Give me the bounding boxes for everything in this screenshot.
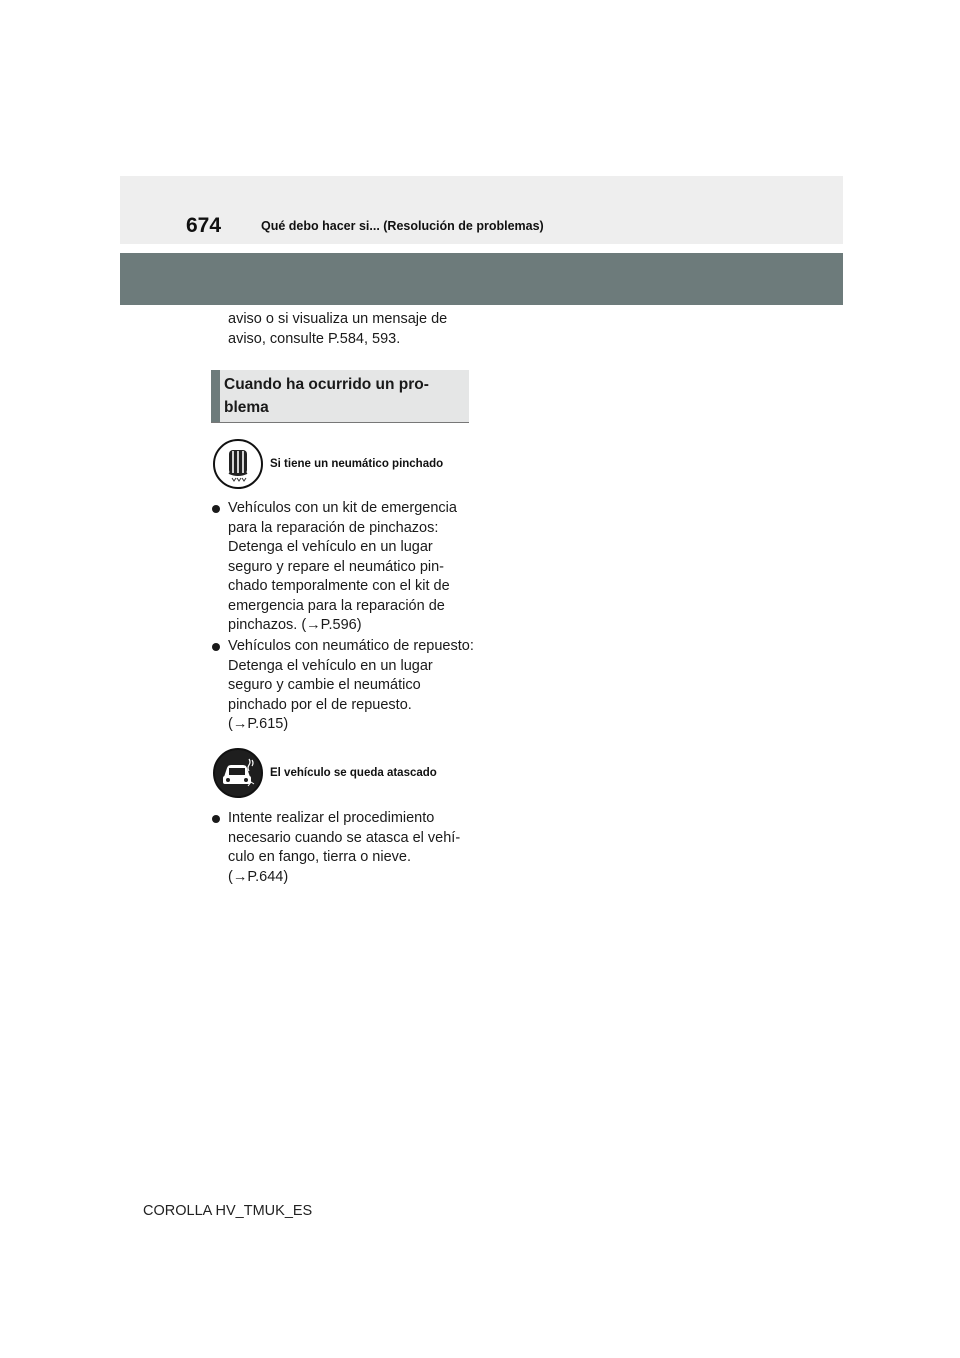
list-item: Vehículos con neumático de repuesto: Detenga el vehículo en un lugar seguro y cambie el neumático pinchado por el de repuesto. (→P.615) (212, 637, 474, 735)
list-item: Intente realizar el procedimiento necesario cuando se atasca el vehí-culo en fango, tierra o nieve. (→P.644) (212, 809, 474, 887)
list-item: Vehículos con un kit de emergencia para la reparación de pinchazos: Detenga el vehículo en un lugar seguro y repare el neumático pin-chado temporalmente con el kit de emergencia para la reparación de pinchazos. (→P.596) (212, 499, 474, 636)
chapter-band (120, 253, 843, 305)
bullet-icon (212, 505, 220, 513)
bullet-icon (212, 643, 220, 651)
section-title: Qué debo hacer si... (Resolución de problemas) (261, 219, 544, 233)
model-code: COROLLA HV_TMUK_ES (143, 1203, 313, 1219)
subheading-text: Cuando ha ocurrido un pro-blema (224, 376, 429, 416)
subheading-accent-bar (211, 370, 220, 422)
stuck-vehicle-label: El vehículo se queda atascado (270, 767, 437, 779)
header-band (120, 176, 843, 244)
stuck-car-icon (213, 748, 263, 798)
bullet-icon (212, 815, 220, 823)
continuation-text: aviso o si visualiza un mensaje de aviso, consulte P.584, 593. (228, 311, 448, 347)
flat-tire-label: Si tiene un neumático pinchado (270, 458, 444, 470)
flat-tire-icon (213, 439, 263, 489)
flat-tire-row (213, 439, 443, 489)
stuck-vehicle-row (213, 748, 437, 798)
subheading (211, 370, 469, 423)
page-number: 674 (186, 214, 222, 237)
